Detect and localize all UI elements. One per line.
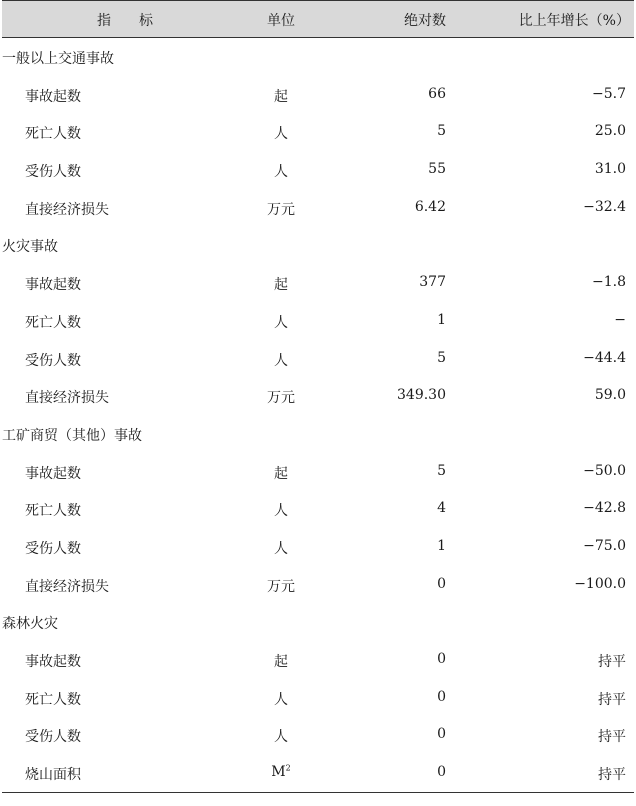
- table-row: [2, 716, 634, 754]
- row-growth: −5.7: [592, 85, 626, 102]
- table-body: [2, 38, 634, 793]
- section-title: 森林火灾: [2, 616, 58, 633]
- table-row: [2, 377, 634, 415]
- row-value: 5: [437, 123, 446, 140]
- table-row: [2, 453, 634, 491]
- row-name: 受伤人数: [25, 540, 81, 557]
- row-growth: −50.0: [583, 462, 626, 479]
- table-row: [2, 151, 634, 189]
- header-growth: 比上年增长（%）: [518, 13, 630, 29]
- row-name: 受伤人数: [25, 352, 81, 369]
- row-unit: 起: [274, 465, 288, 482]
- row-unit: 万元: [267, 201, 295, 218]
- row-name: 死亡人数: [25, 126, 81, 143]
- row-value: 0: [437, 764, 446, 781]
- row-name: 事故起数: [25, 465, 81, 482]
- table-row: [2, 679, 634, 717]
- row-growth: −: [614, 311, 626, 328]
- unit-superscript: 2: [285, 763, 291, 773]
- row-unit: 万元: [267, 390, 295, 407]
- table-row: [2, 113, 634, 151]
- row-value: 5: [437, 349, 446, 366]
- table-row: [2, 264, 634, 302]
- row-value: 1: [437, 537, 446, 554]
- row-value: 5: [437, 462, 446, 479]
- row-unit: 人: [274, 126, 288, 143]
- row-name: 死亡人数: [25, 691, 81, 708]
- header-indicator: 指 标: [97, 13, 153, 29]
- row-name: 直接经济损失: [25, 201, 109, 218]
- table-row: [2, 302, 634, 340]
- unit-base: M: [271, 764, 286, 781]
- row-growth: −1.8: [592, 274, 626, 291]
- row-unit: 人: [274, 691, 288, 708]
- row-unit: 人: [274, 352, 288, 369]
- table-row: [2, 528, 634, 566]
- row-growth: −100.0: [574, 575, 626, 592]
- row-name: 烧山面积: [25, 767, 81, 784]
- row-unit: 起: [274, 88, 288, 105]
- row-value: 0: [437, 575, 446, 592]
- row-growth: 持平: [598, 767, 626, 784]
- row-unit: 起: [274, 654, 288, 670]
- row-name: 受伤人数: [25, 729, 81, 746]
- table-row: [2, 490, 634, 528]
- row-unit: 人: [274, 540, 288, 557]
- row-unit: 人: [274, 503, 288, 520]
- row-value: 1: [437, 311, 446, 328]
- row-unit: 人: [274, 164, 288, 181]
- row-growth: −32.4: [583, 198, 626, 215]
- row-name: 死亡人数: [25, 503, 81, 520]
- table-row: [2, 754, 634, 793]
- row-value: 0: [437, 726, 446, 743]
- row-value: 6.42: [414, 198, 446, 215]
- row-growth: −44.4: [583, 349, 626, 366]
- section-title: 一般以上交通事故: [2, 51, 114, 67]
- row-growth: −42.8: [583, 500, 626, 517]
- row-unit: 人: [274, 314, 288, 331]
- table-row: [2, 76, 634, 114]
- row-unit: 万元: [267, 578, 295, 595]
- row-unit: 人: [274, 729, 288, 746]
- row-growth: 持平: [598, 691, 626, 708]
- row-value: 4: [437, 500, 446, 517]
- row-name: 直接经济损失: [25, 390, 109, 407]
- section-title-row: [2, 603, 634, 641]
- table-row: [2, 641, 634, 679]
- row-name: 受伤人数: [25, 164, 81, 181]
- row-growth: 25.0: [594, 123, 626, 140]
- row-growth: 31.0: [594, 161, 626, 178]
- row-value: 55: [428, 161, 446, 178]
- row-name: 死亡人数: [25, 314, 81, 331]
- row-growth: 持平: [598, 729, 626, 746]
- section-title: 火灾事故: [2, 239, 58, 256]
- row-growth: 持平: [598, 654, 626, 670]
- row-value: 349.30: [397, 387, 446, 404]
- section-title-row: [2, 226, 634, 264]
- row-value: 0: [437, 651, 446, 667]
- row-name: 直接经济损失: [25, 578, 109, 595]
- header-unit: 单位: [267, 13, 295, 29]
- table-header: [2, 0, 634, 38]
- row-unit: 起: [274, 277, 288, 294]
- statistics-table: [2, 0, 634, 793]
- row-name: 事故起数: [25, 277, 81, 294]
- row-name: 事故起数: [25, 88, 81, 105]
- table-row: [2, 566, 634, 604]
- section-title-row: [2, 38, 634, 76]
- row-value: 377: [419, 274, 446, 291]
- table-row: [2, 340, 634, 378]
- row-value: 66: [428, 85, 446, 102]
- header-absolute: 绝对数: [404, 13, 446, 29]
- row-growth: 59.0: [594, 387, 626, 404]
- row-unit: [271, 764, 290, 780]
- section-title: 工矿商贸（其他）事故: [2, 427, 142, 444]
- section-title-row: [2, 415, 634, 453]
- row-name: 事故起数: [25, 654, 81, 670]
- row-growth: −75.0: [583, 537, 626, 554]
- table-row: [2, 189, 634, 227]
- row-value: 0: [437, 688, 446, 705]
